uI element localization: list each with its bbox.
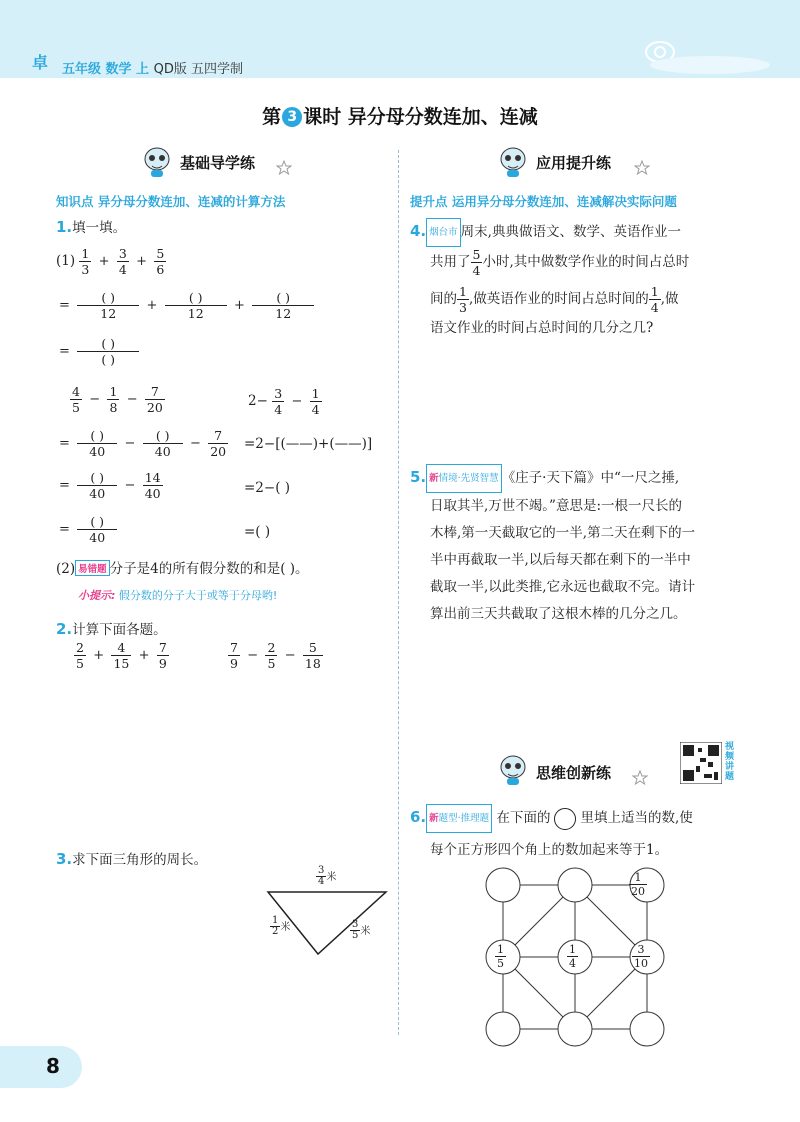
q1-p1-step2: = $\frac{( )}{( )}$ — [56, 336, 139, 367]
fraction: $\frac{1}{3}$ — [81, 246, 90, 277]
error-prone-tag: 易错题 — [75, 560, 110, 576]
circle-symbol-icon — [554, 808, 576, 830]
star-icon — [276, 160, 292, 176]
section-title-innovation: 思维创新练 — [536, 764, 612, 782]
section-title-basic: 基础导学练 — [180, 154, 256, 172]
lesson-number-badge: 3 — [282, 107, 302, 127]
cloud-decoration-icon — [620, 30, 790, 80]
mascot-icon — [498, 752, 528, 786]
q1-p1-expression: (1) $\frac{1}{3}$ + $\frac{3}{4}$ + $\frac{5}{6}$ — [56, 246, 165, 277]
video-label: 视频讲题 — [725, 742, 735, 782]
q4-text: 4. 烟台市 周末,典典做语文、数学、英语作业一 共用了 $\frac{5}{4}$ 小时,其中做数学作业的时间占总时 间的 $\frac{1}{3}$ ,做英语作业的时间占总时间的 $\frac{1}{4}$ ,做 语文作业的时间占总时间的几分之几? — [410, 218, 790, 342]
logo-icon — [30, 50, 64, 74]
q5-text: 5. 新情境·先贤智慧 《庄子·天下篇》中“一尺之捶, 日取其半,万世不竭。”意思是:一根一尺长的 木棒,第一天截取它的一半,第二天在剩下的一 半中再截取一半,以后每天都在剩下的一半中 截取一半,以此类推,它永远也截取不完。请计 算出前三天共截取了这根木棒的几分之几。 — [410, 464, 790, 628]
star-icon — [634, 160, 650, 176]
circle-value-center: $\frac{1}{4}$ — [569, 943, 576, 970]
q1-p1b-step3: = $\frac{( )}{40}$ — [56, 514, 117, 545]
q1-p1b-step2: = $\frac{( )}{40}$ − $\frac{14}{40}$ — [59, 470, 161, 501]
page-number-tab — [0, 1046, 82, 1088]
fraction: $\frac{3}{4}$ — [118, 246, 127, 277]
circle-bottom-left — [486, 1012, 520, 1046]
star-icon — [632, 770, 648, 786]
q1-p2-text[interactable]: 分子是4的所有假分数的和是( )。 — [109, 561, 309, 577]
circle-top-center — [558, 868, 592, 902]
hint: 小提示: 假分数的分子大于或等于分母哟! — [78, 589, 278, 602]
q1-p1b-expression: $\frac{4}{5}$ − $\frac{1}{8}$ − $\frac{7}{20}$ — [72, 384, 163, 415]
answer-blank[interactable]: $\frac{( )}{40}$ — [143, 428, 183, 459]
page-title: 第 3 课时 异分母分数连加、连减 — [262, 106, 538, 128]
new-type-tag: 新题型·推理题 — [426, 804, 492, 833]
mascot-icon — [142, 144, 172, 178]
qr-code-icon[interactable] — [680, 742, 722, 784]
column-divider — [398, 150, 399, 1035]
q2-expression-b: $\frac{7}{9}$ − $\frac{2}{5}$ − $\frac{5}{18}$ — [230, 640, 321, 671]
mascot-icon — [498, 144, 528, 178]
q1-prompt: 1.填一填。 — [56, 218, 127, 236]
q1-p1b-step1: = $\frac{( )}{40}$ − $\frac{( )}{40}$ − $\frac{7}{20}$ — [59, 428, 227, 459]
q2-prompt: 2.计算下面各题。 — [56, 620, 167, 638]
section-title-apply: 应用提升练 — [536, 154, 612, 172]
book-series — [62, 58, 243, 77]
circle-value-top-right: $\frac{1}{20}$ — [631, 871, 645, 898]
answer-blank[interactable]: $\frac{( )}{12}$ — [252, 290, 314, 321]
q1-p1c-step3[interactable]: =( ) — [244, 524, 271, 540]
svg-text:卓: 卓 — [32, 53, 49, 72]
q1-p1-step1: = $\frac{( )}{12}$ + $\frac{( )}{12}$ + $\frac{( )}{12}$ — [56, 290, 314, 321]
circle-value-mid-left: $\frac{1}{5}$ — [497, 943, 504, 970]
page-number: 8 — [46, 1054, 60, 1078]
q1-p2: (2) 易错题 分子是4的所有假分数的和是( )。 — [56, 561, 309, 577]
q3-prompt: 3.求下面三角形的周长。 — [56, 850, 208, 868]
region-tag: 烟台市 — [426, 218, 461, 247]
circle-bottom-right — [630, 1012, 664, 1046]
triangle-left-side: $\frac{1}{2}$ 米 — [272, 915, 291, 937]
circle-bottom-center — [558, 1012, 592, 1046]
circle-value-mid-right: $\frac{3}{10}$ — [634, 943, 648, 970]
answer-blank[interactable]: $\frac{( )}{12}$ — [165, 290, 227, 321]
circle-top-left — [486, 868, 520, 902]
answer-blank[interactable]: $\frac{( )}{12}$ — [77, 290, 139, 321]
edition-label: QD版 五四学制 — [153, 62, 243, 77]
knowledge-point: 知识点 异分母分数连加、连减的计算方法 — [56, 194, 286, 209]
answer-blank[interactable]: $\frac{( )}{40}$ — [77, 514, 117, 545]
answer-blank[interactable]: $\frac{( )}{( )}$ — [77, 336, 139, 367]
answer-blank[interactable]: $\frac{( )}{40}$ — [77, 428, 117, 459]
triangle-right-side: $\frac{3}{5}$ 米 — [352, 919, 371, 941]
q6-text: 6. 新题型·推理题 在下面的 里填上适当的数,使 每个正方形四个角上的数加起来等于1。 — [410, 804, 790, 864]
fraction: $\frac{5}{6}$ — [156, 246, 165, 277]
q1-p1c-expression: 2− $\frac{3}{4}$ − $\frac{1}{4}$ — [248, 386, 320, 417]
improvement-point: 提升点 运用异分母分数连加、连减解决实际问题 — [410, 194, 677, 209]
triangle-top-side: $\frac{3}{4}$ 米 — [318, 865, 337, 887]
answer-blank[interactable]: $\frac{( )}{40}$ — [77, 470, 117, 501]
series-label: 五年级 数学 上 — [62, 62, 150, 77]
q2-expression-a: $\frac{2}{5}$ + $\frac{4}{15}$ + $\frac{7}{9}$ — [76, 640, 167, 671]
q1-p1c-step2[interactable]: =2−( ) — [244, 480, 291, 496]
new-situation-tag: 新情境·先贤智慧 — [426, 464, 502, 493]
q1-p1c-step1[interactable]: =2−[(——)+(——)] — [244, 436, 373, 452]
